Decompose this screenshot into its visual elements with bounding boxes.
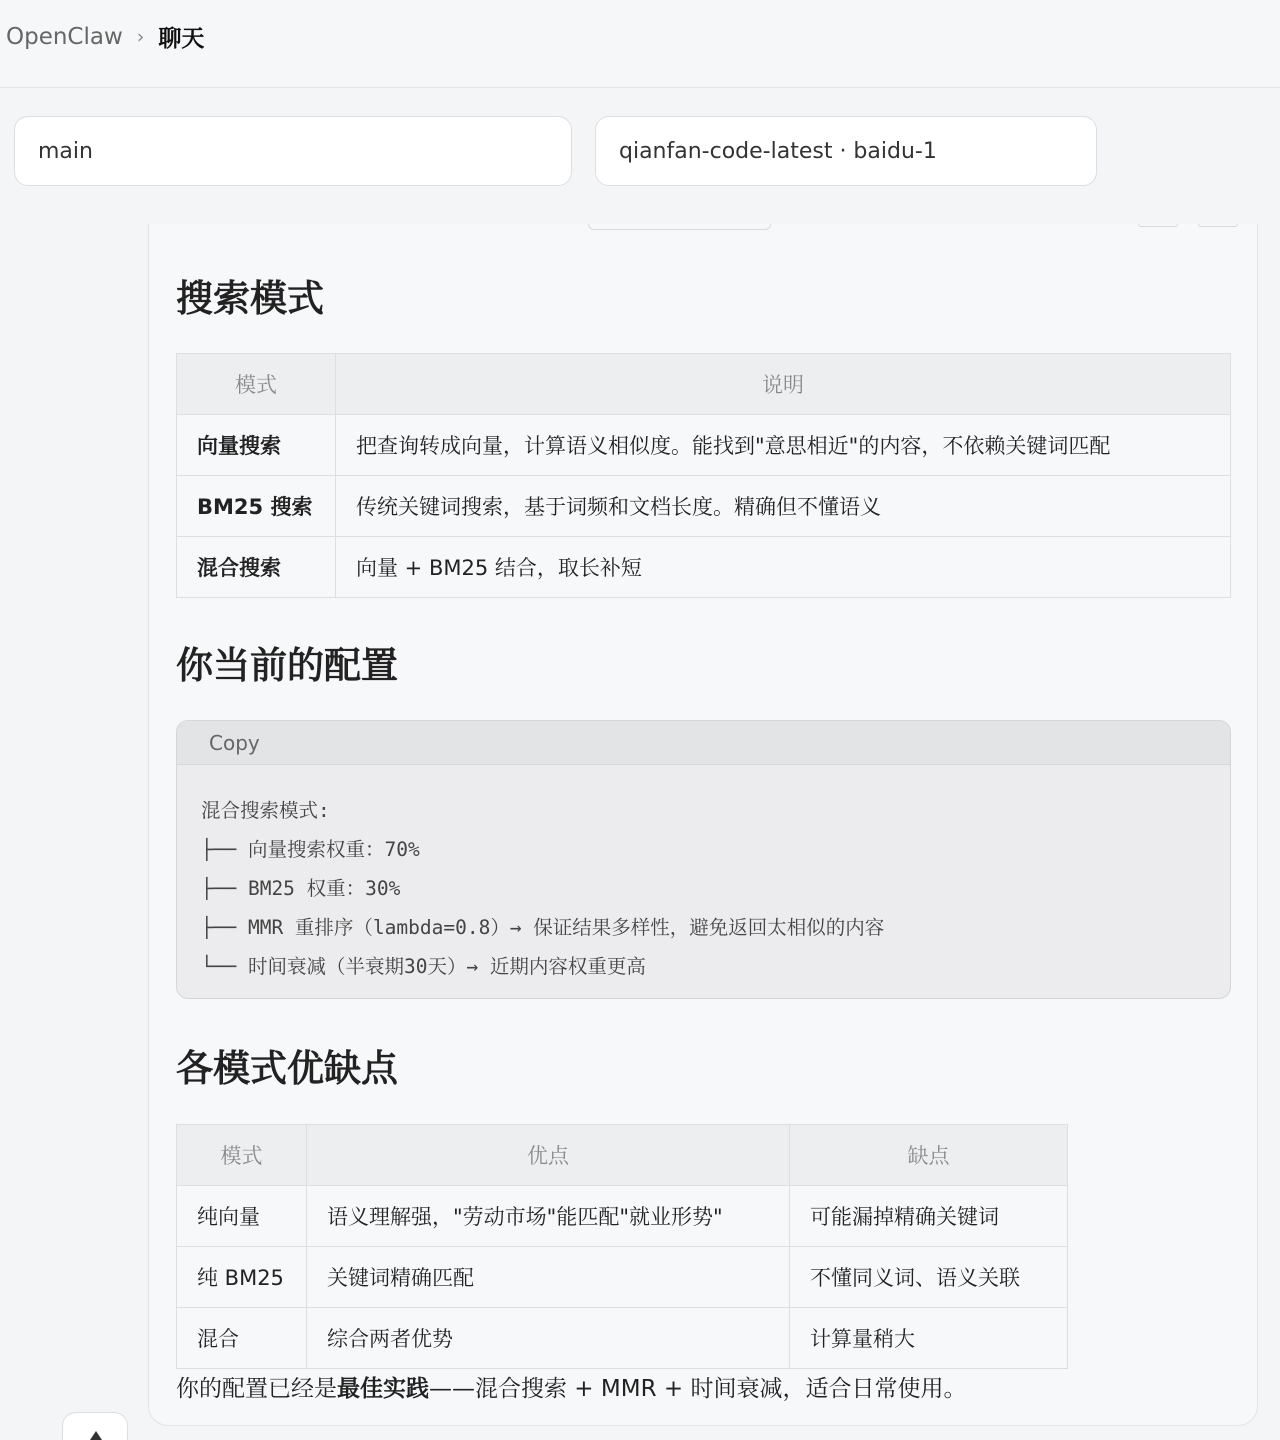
code-line: └── 时间衰减（半衰期30天）→ 近期内容权重更高 (201, 955, 646, 978)
table-cell-mode: 纯 BM25 (177, 1247, 307, 1308)
table-cell-cons: 不懂同义词、语义关联 (790, 1247, 1068, 1308)
copy-button[interactable]: Copy (209, 731, 260, 755)
arrow-up-icon (90, 1431, 102, 1440)
summary-prefix: 你的配置已经是 (176, 1376, 337, 1402)
section-heading-search-modes: 搜索模式 (176, 277, 324, 320)
table-header-cell: 优点 (307, 1125, 790, 1186)
chevron-right-icon: › (136, 25, 145, 48)
top-bar (0, 0, 1280, 88)
breadcrumb (6, 20, 204, 53)
code-content (177, 765, 1230, 999)
table-cell-pros: 语义理解强，"劳动市场"能匹配"就业形势" (307, 1186, 790, 1247)
scrolled-button-edge (1138, 224, 1178, 227)
table-cell-mode: 向量搜索 (177, 415, 336, 476)
table-header-row (177, 354, 1231, 415)
code-line: ├── BM25 权重：30% (201, 877, 401, 900)
agent-select[interactable]: main (14, 116, 572, 186)
summary-suffix: ——混合搜索 + MMR + 时间衰减，适合日常使用。 (429, 1376, 967, 1402)
table-cell-description: 传统关键词搜索，基于词频和文档长度。精确但不懂语义 (336, 476, 1231, 537)
section-heading-pros-cons: 各模式优缺点 (176, 1047, 398, 1090)
summary-text (176, 1370, 966, 1403)
table-header-row (177, 1125, 1068, 1186)
summary-bold: 最佳实践 (337, 1376, 429, 1402)
table-cell-pros: 综合两者优势 (307, 1308, 790, 1369)
scrolled-button-edge (1198, 224, 1238, 227)
config-code-block (176, 720, 1231, 999)
table-cell-cons: 计算量稍大 (790, 1308, 1068, 1369)
code-block-header (177, 721, 1230, 765)
code-line: 混合搜索模式: (201, 799, 330, 822)
table-header-cell: 说明 (336, 354, 1231, 415)
scroll-to-top-button[interactable] (62, 1412, 128, 1440)
table-cell-pros: 关键词精确匹配 (307, 1247, 790, 1308)
table-cell-cons: 可能漏掉精确关键词 (790, 1186, 1068, 1247)
table-row (177, 537, 1231, 598)
table-cell-description: 把查询转成向量，计算语义相似度。能找到"意思相近"的内容，不依赖关键词匹配 (336, 415, 1231, 476)
breadcrumb-root-link[interactable]: OpenClaw (6, 23, 123, 50)
table-cell-mode: 混合 (177, 1308, 307, 1369)
model-select[interactable]: qianfan-code-latest · baidu-1 (595, 116, 1097, 186)
table-row (177, 415, 1231, 476)
pros-cons-table (176, 1124, 1068, 1369)
search-modes-table (176, 353, 1231, 598)
table-header-cell: 模式 (177, 1125, 307, 1186)
scrolled-element-edge (588, 224, 771, 230)
code-line: ├── 向量搜索权重：70% (201, 838, 420, 861)
section-heading-current-config: 你当前的配置 (176, 644, 398, 687)
table-row (177, 1186, 1068, 1247)
table-cell-description: 向量 + BM25 结合，取长补短 (336, 537, 1231, 598)
table-cell-mode: 纯向量 (177, 1186, 307, 1247)
code-line: ├── MMR 重排序（lambda=0.8）→ 保证结果多样性，避免返回太相似的内容 (201, 916, 885, 939)
table-header-cell: 缺点 (790, 1125, 1068, 1186)
table-header-cell: 模式 (177, 354, 336, 415)
breadcrumb-current: 聊天 (158, 26, 205, 52)
table-cell-mode: 混合搜索 (177, 537, 336, 598)
table-row (177, 476, 1231, 537)
table-cell-mode: BM25 搜索 (177, 476, 336, 537)
table-row (177, 1247, 1068, 1308)
table-row (177, 1308, 1068, 1369)
